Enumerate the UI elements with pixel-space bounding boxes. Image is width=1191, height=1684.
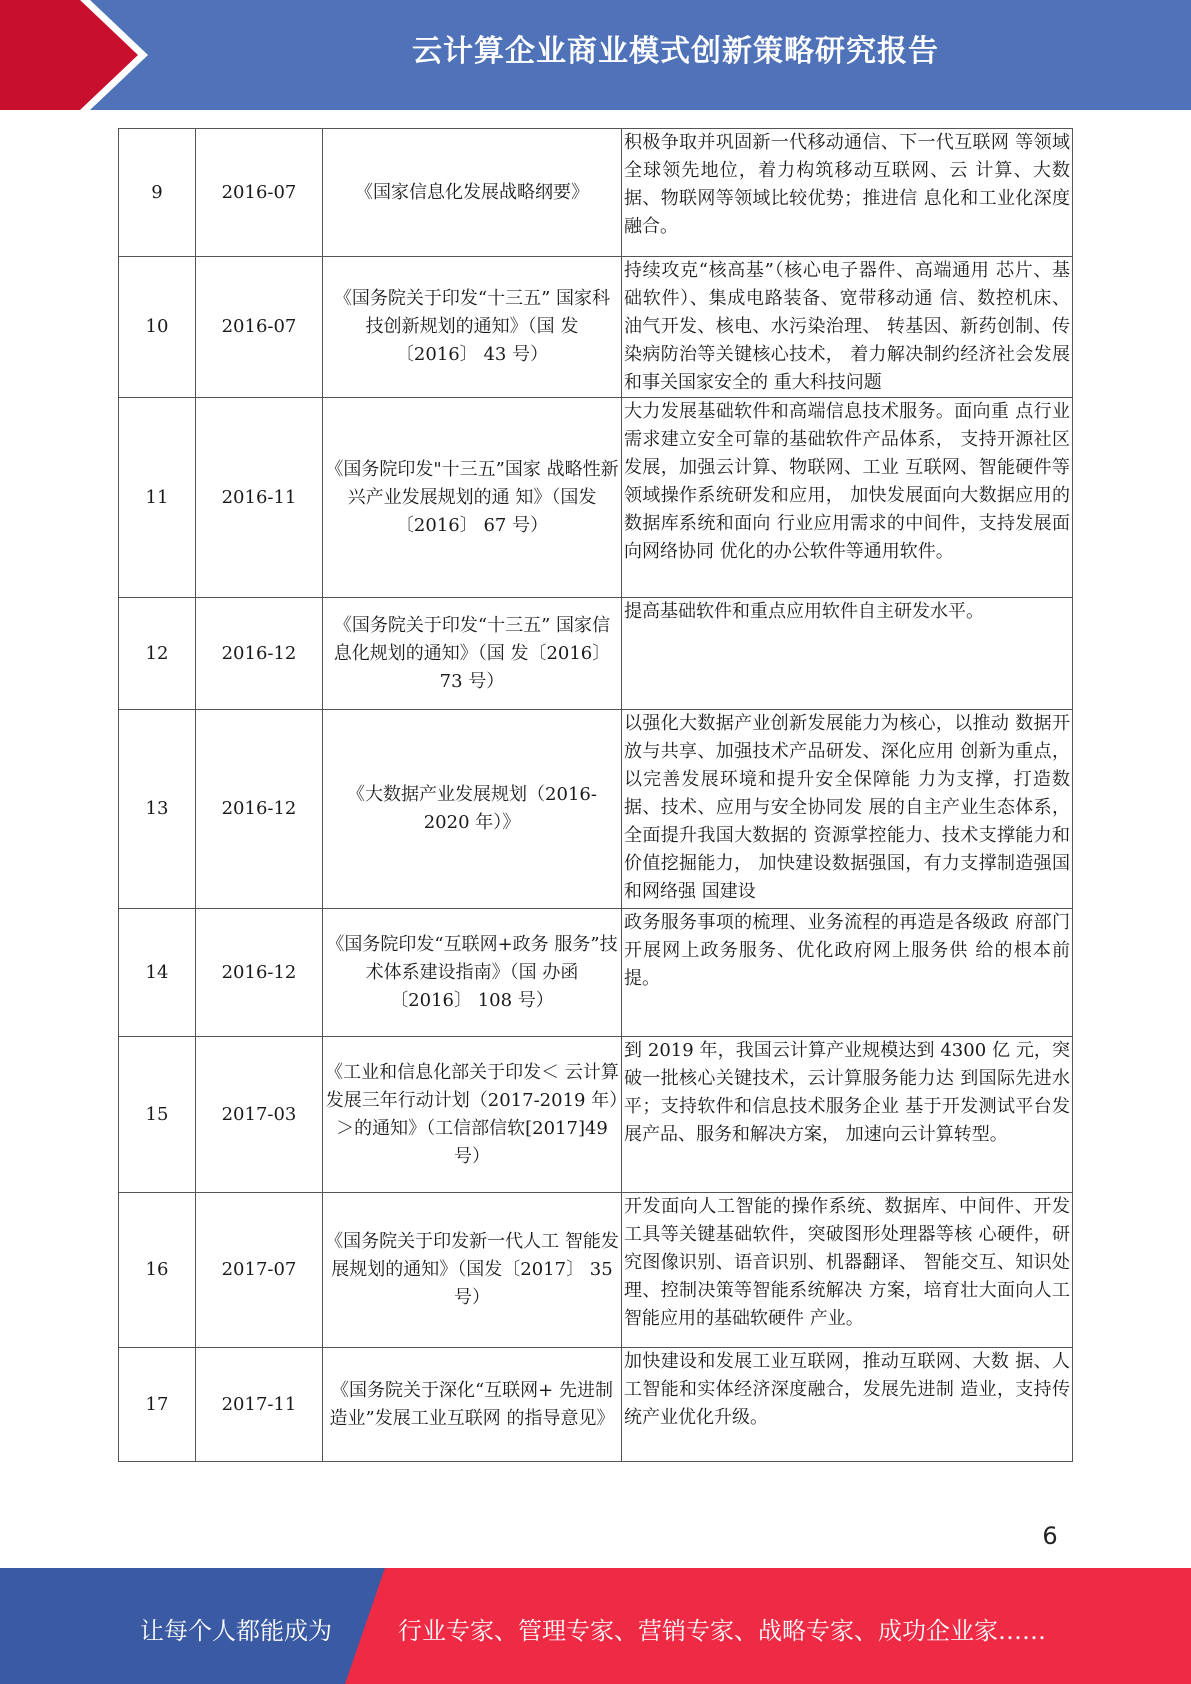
page-header [0, 0, 1191, 110]
row-date-cell: 2016-07 [196, 129, 323, 257]
row-policy-cell: 《国务院关于印发新一代人工 智能发展规划的通知》（国发〔2017〕 35 号） [323, 1193, 622, 1348]
row-content-cell: 开发面向人工智能的操作系统、数据库、中间件、开发工具等关键基础软件，突破图形处理器等核 心硬件，研究图像识别、语音识别、机器翻译、 智能交互、知识处理、控制决策等智能系统解决 方案，培育壮大面向人工智能应用的基础软硬件 产业。 [622, 1193, 1073, 1348]
row-number-cell: 15 [119, 1037, 196, 1193]
row-date-cell: 2016-12 [196, 598, 323, 710]
policy-table [118, 128, 1073, 1462]
row-number-cell: 10 [119, 257, 196, 398]
row-content-cell: 政务服务事项的梳理、业务流程的再造是各级政 府部门开展网上政务服务、优化政府网上服务供 给的根本前提。 [622, 909, 1073, 1037]
row-content-cell: 提高基础软件和重点应用软件自主研发水平。 [622, 598, 1073, 710]
document-title: 云计算企业商业模式创新策略研究报告 [412, 34, 939, 69]
row-content-cell: 到 2019 年，我国云计算产业规模达到 4300 亿 元，突破一批核心关键技术，云计算服务能力达 到国际先进水平；支持软件和信息技术服务企业 基于开发测试平台发展产品、服务和解决方案， 加速向云计算转型。 [622, 1037, 1073, 1193]
table-row [119, 909, 1073, 1037]
page-footer [0, 1568, 1191, 1684]
footer-slogan-right: 行业专家、管理专家、营销专家、战略专家、成功企业家…… [398, 1617, 1046, 1645]
row-date-cell: 2016-07 [196, 257, 323, 398]
row-policy-cell: 《国务院印发“互联网+政务 服务”技术体系建设指南》（国 办函〔2016〕 108 号） [323, 909, 622, 1037]
row-number-cell: 11 [119, 398, 196, 598]
policy-table-body [119, 129, 1073, 1462]
row-content-cell: 以强化大数据产业创新发展能力为核心，以推动 数据开放与共享、加强技术产品研发、深化应用 创新为重点，以完善发展环境和提升安全保障能 力为支撑，打造数据、技术、应用与安全协同发 展的自主产业生态体系，全面提升我国大数据的 资源掌控能力、技术支撑能力和价值挖掘能力， 加快建设数据强国，有力支撑制造强国和网络强 国建设 [622, 710, 1073, 909]
row-policy-cell: 《国务院印发"十三五”国家 战略性新兴产业发展规划的通 知》（国发〔2016〕 67 号） [323, 398, 622, 598]
table-row [119, 398, 1073, 598]
row-policy-cell: 《国务院关于印发“十三五” 国家信息化规划的通知》（国 发〔2016〕 73 号） [323, 598, 622, 710]
row-policy-cell: 《工业和信息化部关于印发＜ 云计算发展三年行动计划（2017-2019 年）＞的通知》（工信部信软[2017]49 号） [323, 1037, 622, 1193]
row-date-cell: 2016-12 [196, 909, 323, 1037]
row-number-cell: 9 [119, 129, 196, 257]
row-number-cell: 13 [119, 710, 196, 909]
table-row [119, 257, 1073, 398]
row-content-cell: 积极争取并巩固新一代移动通信、下一代互联网 等领域全球领先地位，着力构筑移动互联网、云 计算、大数据、物联网等领域比较优势；推进信 息化和工业化深度融合。 [622, 129, 1073, 257]
row-content-cell: 加快建设和发展工业互联网，推动互联网、大数 据、人工智能和实体经济深度融合，发展先进制 造业，支持传统产业优化升级。 [622, 1348, 1073, 1462]
row-policy-cell: 《大数据产业发展规划（2016-2020 年）》 [323, 710, 622, 909]
row-number-cell: 16 [119, 1193, 196, 1348]
table-row [119, 598, 1073, 710]
table-row [119, 129, 1073, 257]
row-date-cell: 2017-07 [196, 1193, 323, 1348]
row-date-cell: 2017-11 [196, 1348, 323, 1462]
row-policy-cell: 《国务院关于印发“十三五” 国家科技创新规划的通知》（国 发〔2016〕 43 号） [323, 257, 622, 398]
row-content-cell: 大力发展基础软件和高端信息技术服务。面向重 点行业需求建立安全可靠的基础软件产品体系， 支持开源社区发展，加强云计算、物联网、工业 互联网、智能硬件等领域操作系统研发和应用， 加快发展面向大数据应用的数据库系统和面向 行业应用需求的中间件，支持发展面向网络协同 优化的办公软件等通用软件。 [622, 398, 1073, 598]
row-policy-cell: 《国务院关于深化“互联网+ 先进制造业”发展工业互联网 的指导意见》 [323, 1348, 622, 1462]
row-content-cell: 持续攻克“核高基”（核心电子器件、高端通用 芯片、基础软件）、集成电路装备、宽带移动通 信、数控机床、油气开发、核电、水污染治理、 转基因、新药创制、传染病防治等关键核心技术， 着力解决制约经济社会发展和事关国家安全的 重大科技问题 [622, 257, 1073, 398]
row-number-cell: 17 [119, 1348, 196, 1462]
table-row [119, 1193, 1073, 1348]
row-date-cell: 2016-11 [196, 398, 323, 598]
table-row [119, 1037, 1073, 1193]
page-number: 6 [1042, 1522, 1058, 1550]
footer-slogan-left: 让每个人都能成为 [140, 1617, 332, 1645]
row-date-cell: 2016-12 [196, 710, 323, 909]
table-row [119, 1348, 1073, 1462]
row-number-cell: 14 [119, 909, 196, 1037]
row-date-cell: 2017-03 [196, 1037, 323, 1193]
row-number-cell: 12 [119, 598, 196, 710]
row-policy-cell: 《国家信息化发展战略纲要》 [323, 129, 622, 257]
table-row [119, 710, 1073, 909]
